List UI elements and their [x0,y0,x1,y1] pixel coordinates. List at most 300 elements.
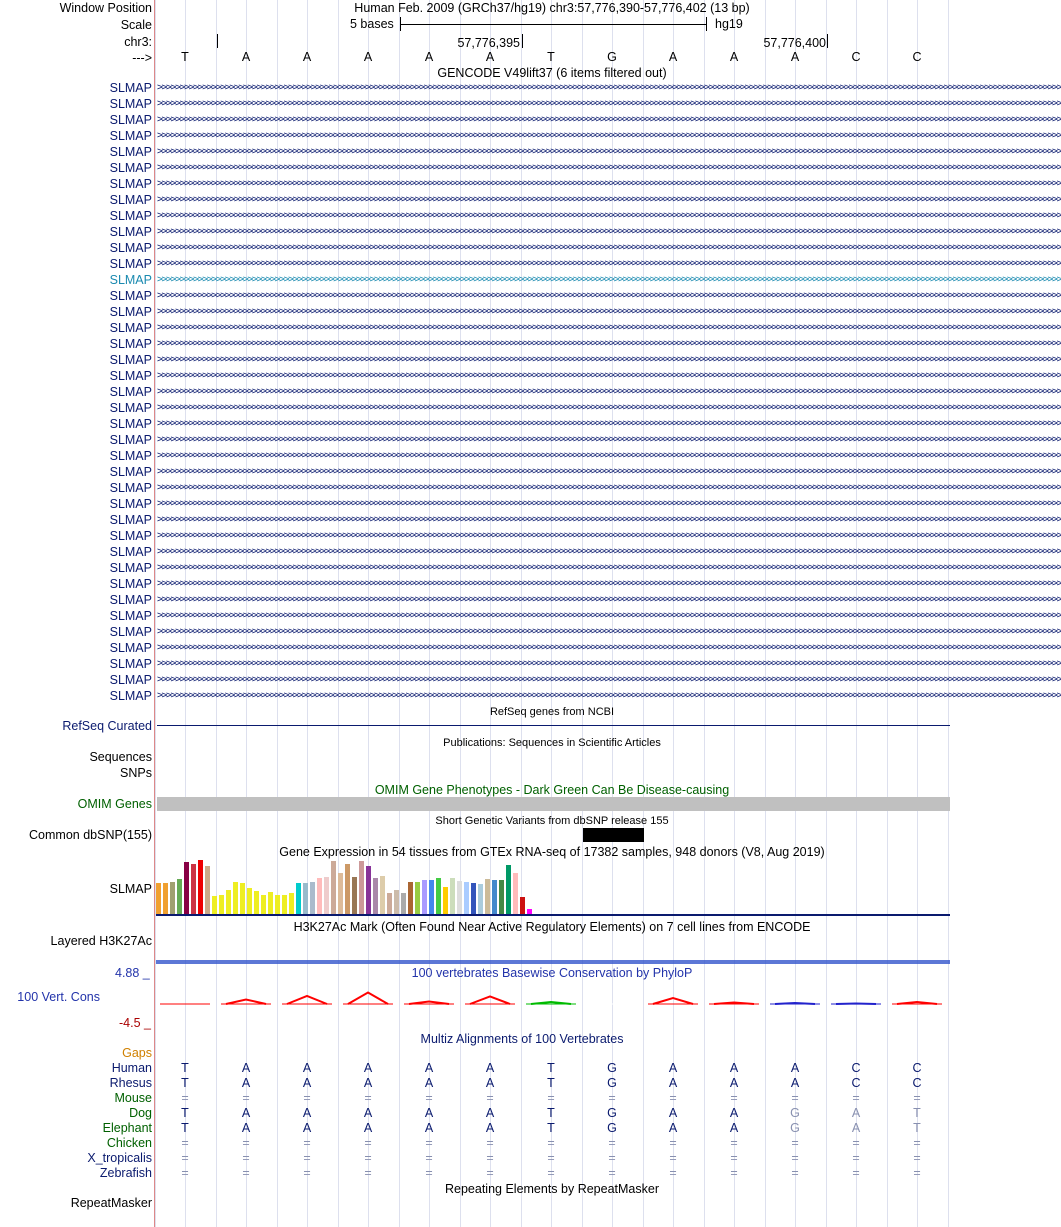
gtex-baseline [156,914,950,916]
gencode-transcript-line[interactable]: >>>>>>>>>>>>>>>>>>>>>>>>>>>>>>>>>>>>>>>>>>>>>>>>>>>>>>>>>>>>>>>>>>>>>>>>>>>>>>>>>>>>>>>>>>>>>>>>>>>>>>>>>>>>>>>>>>>>>>>>>>>>>>>>>>>>>>>>>>>>>>>>>>>>>>>>>>>>>>>>>>>>>>>>>>>>>>>>>>>>>>>>>>>>>>>>>>>>>>>> [157,242,1061,253]
window-position-label: Window Position [59,1,152,15]
multiz-species-label[interactable]: Zebrafish [99,1166,152,1180]
multiz-base: A [363,1106,373,1120]
multiz-base: = [486,1136,494,1150]
gencode-transcript-label[interactable]: SLMAP [109,577,152,591]
multiz-base: A [485,1106,495,1120]
base-letter: A [729,50,739,64]
multiz-base: A [851,1106,861,1120]
multiz-base: = [364,1136,372,1150]
multiz-base: = [608,1166,616,1180]
multiz-base: = [303,1136,311,1150]
gencode-transcript-line[interactable]: >>>>>>>>>>>>>>>>>>>>>>>>>>>>>>>>>>>>>>>>>>>>>>>>>>>>>>>>>>>>>>>>>>>>>>>>>>>>>>>>>>>>>>>>>>>>>>>>>>>>>>>>>>>>>>>>>>>>>>>>>>>>>>>>>>>>>>>>>>>>>>>>>>>>>>>>>>>>>>>>>>>>>>>>>>>>>>>>>>>>>>>>>>>>>>>>>>>>>>>> [157,546,1061,557]
multiz-base: A [241,1121,251,1135]
gtex-tissue-bar[interactable] [450,878,455,914]
gencode-transcript-line[interactable]: >>>>>>>>>>>>>>>>>>>>>>>>>>>>>>>>>>>>>>>>>>>>>>>>>>>>>>>>>>>>>>>>>>>>>>>>>>>>>>>>>>>>>>>>>>>>>>>>>>>>>>>>>>>>>>>>>>>>>>>>>>>>>>>>>>>>>>>>>>>>>>>>>>>>>>>>>>>>>>>>>>>>>>>>>>>>>>>>>>>>>>>>>>>>>>>>>>>>>>>> [157,402,1061,413]
multiz-base: A [302,1121,312,1135]
gencode-transcript-label[interactable]: SLMAP [109,369,152,383]
gencode-transcript-label[interactable]: SLMAP [109,449,152,463]
pos-label-1: 57,776,395 [457,36,520,50]
gencode-transcript-label[interactable]: SLMAP [109,161,152,175]
multiz-base: = [181,1166,189,1180]
phylop-score-mark[interactable] [226,1000,266,1005]
gencode-transcript-line[interactable]: >>>>>>>>>>>>>>>>>>>>>>>>>>>>>>>>>>>>>>>>>>>>>>>>>>>>>>>>>>>>>>>>>>>>>>>>>>>>>>>>>>>>>>>>>>>>>>>>>>>>>>>>>>>>>>>>>>>>>>>>>>>>>>>>>>>>>>>>>>>>>>>>>>>>>>>>>>>>>>>>>>>>>>>>>>>>>>>>>>>>>>>>>>>>>>>>>>>>>>>> [157,130,1061,141]
multiz-base: A [790,1076,800,1090]
multiz-base: A [302,1106,312,1120]
scale-bar-left-tick [400,17,401,31]
gtex-tissue-bar[interactable] [457,881,462,914]
gtex-tissue-bar[interactable] [226,890,231,914]
scale-text: 5 bases [350,17,394,31]
multiz-base: = [425,1151,433,1165]
gtex-tissue-bar[interactable] [324,877,329,914]
multiz-base: = [486,1151,494,1165]
gencode-transcript-line[interactable]: >>>>>>>>>>>>>>>>>>>>>>>>>>>>>>>>>>>>>>>>>>>>>>>>>>>>>>>>>>>>>>>>>>>>>>>>>>>>>>>>>>>>>>>>>>>>>>>>>>>>>>>>>>>>>>>>>>>>>>>>>>>>>>>>>>>>>>>>>>>>>>>>>>>>>>>>>>>>>>>>>>>>>>>>>>>>>>>>>>>>>>>>>>>>>>>>>>>>>>>> [157,610,1061,621]
multiz-base: = [486,1091,494,1105]
multiz-base: A [485,1061,495,1075]
multiz-base: = [669,1136,677,1150]
multiz-base: A [790,1061,800,1075]
refseq-label[interactable]: RefSeq Curated [62,719,152,733]
multiz-base: = [669,1166,677,1180]
gencode-transcript-line[interactable]: >>>>>>>>>>>>>>>>>>>>>>>>>>>>>>>>>>>>>>>>>>>>>>>>>>>>>>>>>>>>>>>>>>>>>>>>>>>>>>>>>>>>>>>>>>>>>>>>>>>>>>>>>>>>>>>>>>>>>>>>>>>>>>>>>>>>>>>>>>>>>>>>>>>>>>>>>>>>>>>>>>>>>>>>>>>>>>>>>>>>>>>>>>>>>>>>>>>>>>>> [157,370,1061,381]
multiz-base: A [485,1121,495,1135]
multiz-species-label[interactable]: X_tropicalis [87,1151,152,1165]
multiz-base: = [730,1136,738,1150]
omim-title[interactable]: OMIM Gene Phenotypes - Dark Green Can Be Disease-causing [374,783,730,797]
gencode-transcript-label[interactable]: SLMAP [109,497,152,511]
multiz-species-label[interactable]: Human [111,1061,152,1075]
gencode-transcript-line[interactable]: >>>>>>>>>>>>>>>>>>>>>>>>>>>>>>>>>>>>>>>>>>>>>>>>>>>>>>>>>>>>>>>>>>>>>>>>>>>>>>>>>>>>>>>>>>>>>>>>>>>>>>>>>>>>>>>>>>>>>>>>>>>>>>>>>>>>>>>>>>>>>>>>>>>>>>>>>>>>>>>>>>>>>>>>>>>>>>>>>>>>>>>>>>>>>>>>>>>>>>>> [157,450,1061,461]
publications-title[interactable]: Publications: Sequences in Scientific Articles [443,737,661,749]
multiz-base: T [547,1076,555,1090]
gtex-tissue-bar[interactable] [520,897,525,914]
gencode-transcript-label[interactable]: SLMAP [109,625,152,639]
gencode-transcript-line[interactable]: >>>>>>>>>>>>>>>>>>>>>>>>>>>>>>>>>>>>>>>>>>>>>>>>>>>>>>>>>>>>>>>>>>>>>>>>>>>>>>>>>>>>>>>>>>>>>>>>>>>>>>>>>>>>>>>>>>>>>>>>>>>>>>>>>>>>>>>>>>>>>>>>>>>>>>>>>>>>>>>>>>>>>>>>>>>>>>>>>>>>>>>>>>>>>>>>>>>>>>>> [157,322,1061,333]
multiz-base: = [181,1136,189,1150]
multiz-base: G [607,1106,617,1120]
gtex-tissue-bar[interactable] [177,879,182,914]
gencode-transcript-label[interactable]: SLMAP [109,513,152,527]
multiz-base: A [485,1076,495,1090]
gencode-transcript-line[interactable]: >>>>>>>>>>>>>>>>>>>>>>>>>>>>>>>>>>>>>>>>>>>>>>>>>>>>>>>>>>>>>>>>>>>>>>>>>>>>>>>>>>>>>>>>>>>>>>>>>>>>>>>>>>>>>>>>>>>>>>>>>>>>>>>>>>>>>>>>>>>>>>>>>>>>>>>>>>>>>>>>>>>>>>>>>>>>>>>>>>>>>>>>>>>>>>>>>>>>>>>> [157,258,1061,269]
gencode-transcript-label[interactable]: SLMAP [109,145,152,159]
multiz-base: = [364,1166,372,1180]
gencode-transcript-label[interactable]: SLMAP [109,337,152,351]
multiz-base: = [730,1166,738,1180]
multiz-base: C [851,1061,861,1075]
gtex-tissue-bar[interactable] [345,864,350,914]
gencode-transcript-line[interactable]: >>>>>>>>>>>>>>>>>>>>>>>>>>>>>>>>>>>>>>>>>>>>>>>>>>>>>>>>>>>>>>>>>>>>>>>>>>>>>>>>>>>>>>>>>>>>>>>>>>>>>>>>>>>>>>>>>>>>>>>>>>>>>>>>>>>>>>>>>>>>>>>>>>>>>>>>>>>>>>>>>>>>>>>>>>>>>>>>>>>>>>>>>>>>>>>>>>>>>>>> [157,642,1061,653]
gencode-transcript-label[interactable]: SLMAP [109,385,152,399]
base-letter: T [547,50,555,64]
multiz-base: G [790,1106,800,1120]
multiz-base: C [912,1061,922,1075]
multiz-base: T [547,1061,555,1075]
gtex-tissue-bar[interactable] [513,873,518,914]
gencode-transcript-label[interactable]: SLMAP [109,401,152,415]
multiz-base: = [852,1136,860,1150]
gencode-transcript-line[interactable]: >>>>>>>>>>>>>>>>>>>>>>>>>>>>>>>>>>>>>>>>>>>>>>>>>>>>>>>>>>>>>>>>>>>>>>>>>>>>>>>>>>>>>>>>>>>>>>>>>>>>>>>>>>>>>>>>>>>>>>>>>>>>>>>>>>>>>>>>>>>>>>>>>>>>>>>>>>>>>>>>>>>>>>>>>>>>>>>>>>>>>>>>>>>>>>>>>>>>>>>> [157,434,1061,445]
chrom-label: chr3: [124,35,152,49]
gtex-tissue-bar[interactable] [380,876,385,914]
gtex-tissue-bar[interactable] [233,882,238,914]
multiz-base: A [668,1121,678,1135]
gencode-transcript-label[interactable]: SLMAP [109,417,152,431]
gencode-transcript-label[interactable]: SLMAP [109,689,152,703]
gencode-transcript-line[interactable]: >>>>>>>>>>>>>>>>>>>>>>>>>>>>>>>>>>>>>>>>>>>>>>>>>>>>>>>>>>>>>>>>>>>>>>>>>>>>>>>>>>>>>>>>>>>>>>>>>>>>>>>>>>>>>>>>>>>>>>>>>>>>>>>>>>>>>>>>>>>>>>>>>>>>>>>>>>>>>>>>>>>>>>>>>>>>>>>>>>>>>>>>>>>>>>>>>>>>>>>> [157,338,1061,349]
gencode-transcript-label[interactable]: SLMAP [109,529,152,543]
gencode-transcript-line[interactable]: >>>>>>>>>>>>>>>>>>>>>>>>>>>>>>>>>>>>>>>>>>>>>>>>>>>>>>>>>>>>>>>>>>>>>>>>>>>>>>>>>>>>>>>>>>>>>>>>>>>>>>>>>>>>>>>>>>>>>>>>>>>>>>>>>>>>>>>>>>>>>>>>>>>>>>>>>>>>>>>>>>>>>>>>>>>>>>>>>>>>>>>>>>>>>>>>>>>>>>>> [157,578,1061,589]
multiz-base: = [303,1091,311,1105]
multiz-base: = [913,1151,921,1165]
gencode-transcript-line[interactable]: >>>>>>>>>>>>>>>>>>>>>>>>>>>>>>>>>>>>>>>>>>>>>>>>>>>>>>>>>>>>>>>>>>>>>>>>>>>>>>>>>>>>>>>>>>>>>>>>>>>>>>>>>>>>>>>>>>>>>>>>>>>>>>>>>>>>>>>>>>>>>>>>>>>>>>>>>>>>>>>>>>>>>>>>>>>>>>>>>>>>>>>>>>>>>>>>>>>>>>>> [157,210,1061,221]
base-letter: A [424,50,434,64]
gtex-tissue-bar[interactable] [499,880,504,914]
gtex-tissue-bar[interactable] [492,880,497,914]
gencode-transcript-line[interactable]: >>>>>>>>>>>>>>>>>>>>>>>>>>>>>>>>>>>>>>>>>>>>>>>>>>>>>>>>>>>>>>>>>>>>>>>>>>>>>>>>>>>>>>>>>>>>>>>>>>>>>>>>>>>>>>>>>>>>>>>>>>>>>>>>>>>>>>>>>>>>>>>>>>>>>>>>>>>>>>>>>>>>>>>>>>>>>>>>>>>>>>>>>>>>>>>>>>>>>>>> [157,418,1061,429]
repeatmasker-title[interactable]: Repeating Elements by RepeatMasker [444,1182,660,1196]
gencode-transcript-line[interactable]: >>>>>>>>>>>>>>>>>>>>>>>>>>>>>>>>>>>>>>>>>>>>>>>>>>>>>>>>>>>>>>>>>>>>>>>>>>>>>>>>>>>>>>>>>>>>>>>>>>>>>>>>>>>>>>>>>>>>>>>>>>>>>>>>>>>>>>>>>>>>>>>>>>>>>>>>>>>>>>>>>>>>>>>>>>>>>>>>>>>>>>>>>>>>>>>>>>>>>>>> [157,146,1061,157]
multiz-base: = [852,1091,860,1105]
multiz-base: T [913,1106,921,1120]
gtex-tissue-bar[interactable] [422,880,427,914]
phylop-score-mark[interactable] [470,997,510,1005]
gencode-transcript-label[interactable]: SLMAP [109,97,152,111]
dbsnp-feature[interactable] [583,828,644,842]
gtex-bar-graph[interactable] [156,860,536,914]
multiz-base: A [668,1061,678,1075]
h3k27ac-title[interactable]: H3K27Ac Mark (Often Found Near Active Regulatory Elements) on 7 cell lines from ENCODE [293,920,811,934]
gencode-transcript-line[interactable]: >>>>>>>>>>>>>>>>>>>>>>>>>>>>>>>>>>>>>>>>>>>>>>>>>>>>>>>>>>>>>>>>>>>>>>>>>>>>>>>>>>>>>>>>>>>>>>>>>>>>>>>>>>>>>>>>>>>>>>>>>>>>>>>>>>>>>>>>>>>>>>>>>>>>>>>>>>>>>>>>>>>>>>>>>>>>>>>>>>>>>>>>>>>>>>>>>>>>>>>> [157,290,1061,301]
multiz-base: T [547,1106,555,1120]
gencode-transcript-label[interactable]: SLMAP [109,321,152,335]
gencode-transcript-line[interactable]: >>>>>>>>>>>>>>>>>>>>>>>>>>>>>>>>>>>>>>>>>>>>>>>>>>>>>>>>>>>>>>>>>>>>>>>>>>>>>>>>>>>>>>>>>>>>>>>>>>>>>>>>>>>>>>>>>>>>>>>>>>>>>>>>>>>>>>>>>>>>>>>>>>>>>>>>>>>>>>>>>>>>>>>>>>>>>>>>>>>>>>>>>>>>>>>>>>>>>>>> [157,466,1061,477]
multiz-base: = [791,1136,799,1150]
gencode-transcript-label[interactable]: SLMAP [109,673,152,687]
scale-label: Scale [120,18,152,32]
multiz-base: = [791,1091,799,1105]
multiz-base: = [242,1136,250,1150]
multiz-base: A [363,1121,373,1135]
gtex-tissue-bar[interactable] [282,895,287,914]
gtex-tissue-bar[interactable] [268,892,273,914]
gencode-transcript-line[interactable]: >>>>>>>>>>>>>>>>>>>>>>>>>>>>>>>>>>>>>>>>>>>>>>>>>>>>>>>>>>>>>>>>>>>>>>>>>>>>>>>>>>>>>>>>>>>>>>>>>>>>>>>>>>>>>>>>>>>>>>>>>>>>>>>>>>>>>>>>>>>>>>>>>>>>>>>>>>>>>>>>>>>>>>>>>>>>>>>>>>>>>>>>>>>>>>>>>>>>>>>> [157,274,1061,285]
gtex-tissue-bar[interactable] [275,895,280,914]
h3k27ac-label[interactable]: Layered H3K27Ac [50,934,152,948]
gencode-transcript-label[interactable]: SLMAP [109,81,152,95]
gencode-transcript-line[interactable]: >>>>>>>>>>>>>>>>>>>>>>>>>>>>>>>>>>>>>>>>>>>>>>>>>>>>>>>>>>>>>>>>>>>>>>>>>>>>>>>>>>>>>>>>>>>>>>>>>>>>>>>>>>>>>>>>>>>>>>>>>>>>>>>>>>>>>>>>>>>>>>>>>>>>>>>>>>>>>>>>>>>>>>>>>>>>>>>>>>>>>>>>>>>>>>>>>>>>>>>> [157,594,1061,605]
multiz-base: A [729,1106,739,1120]
base-letter: A [241,50,251,64]
gtex-tissue-bar[interactable] [156,883,161,914]
multiz-base: A [302,1061,312,1075]
gencode-transcript-label[interactable]: SLMAP [109,129,152,143]
multiz-base: = [547,1091,555,1105]
multiz-base: G [790,1121,800,1135]
multiz-base: = [364,1091,372,1105]
multiz-base: = [242,1091,250,1105]
gtex-tissue-bar[interactable] [352,877,357,914]
gencode-transcript-line[interactable]: >>>>>>>>>>>>>>>>>>>>>>>>>>>>>>>>>>>>>>>>>>>>>>>>>>>>>>>>>>>>>>>>>>>>>>>>>>>>>>>>>>>>>>>>>>>>>>>>>>>>>>>>>>>>>>>>>>>>>>>>>>>>>>>>>>>>>>>>>>>>>>>>>>>>>>>>>>>>>>>>>>>>>>>>>>>>>>>>>>>>>>>>>>>>>>>>>>>>>>>> [157,514,1061,525]
h3k27ac-baseline [156,960,950,964]
phylop-score-mark[interactable] [775,1003,815,1004]
multiz-species-label[interactable]: Chicken [106,1136,152,1150]
multiz-base: = [913,1136,921,1150]
gencode-transcript-label[interactable]: SLMAP [109,465,152,479]
gtex-tissue-bar[interactable] [247,888,252,914]
gtex-tissue-bar[interactable] [478,884,483,914]
omim-feature[interactable] [157,797,950,811]
multiz-base: T [913,1121,921,1135]
gencode-transcript-label[interactable]: SLMAP [109,481,152,495]
multiz-base: G [607,1061,617,1075]
multiz-base: T [181,1061,189,1075]
gencode-transcript-label[interactable]: SLMAP [109,241,152,255]
multiz-base: = [852,1151,860,1165]
gtex-tissue-bar[interactable] [464,882,469,914]
multiz-base: A [729,1061,739,1075]
window-position-text: Human Feb. 2009 (GRCh37/hg19) chr3:57,776,390-57,776,402 (13 bp) [354,1,750,15]
multiz-base: A [729,1076,739,1090]
gtex-tissue-bar[interactable] [317,878,322,914]
gtex-tissue-bar[interactable] [387,893,392,914]
gencode-transcript-label[interactable]: SLMAP [109,209,152,223]
multiz-species-label[interactable]: Dog [129,1106,152,1120]
gtex-tissue-bar[interactable] [205,866,210,914]
multiz-base: = [303,1151,311,1165]
multiz-base: A [241,1076,251,1090]
multiz-base: A [424,1106,434,1120]
multiz-base: = [608,1091,616,1105]
gencode-transcript-label[interactable]: SLMAP [109,433,152,447]
dbsnp-label[interactable]: Common dbSNP(155) [29,828,152,842]
gtex-tissue-bar[interactable] [443,887,448,914]
gtex-tissue-bar[interactable] [170,882,175,914]
phylop-score-mark[interactable] [287,996,327,1004]
gencode-transcript-label[interactable]: SLMAP [109,113,152,127]
gencode-transcript-line[interactable]: >>>>>>>>>>>>>>>>>>>>>>>>>>>>>>>>>>>>>>>>>>>>>>>>>>>>>>>>>>>>>>>>>>>>>>>>>>>>>>>>>>>>>>>>>>>>>>>>>>>>>>>>>>>>>>>>>>>>>>>>>>>>>>>>>>>>>>>>>>>>>>>>>>>>>>>>>>>>>>>>>>>>>>>>>>>>>>>>>>>>>>>>>>>>>>>>>>>>>>>> [157,162,1061,173]
gtex-tissue-bar[interactable] [359,861,364,914]
gencode-transcript-label[interactable]: SLMAP [109,193,152,207]
phylop-score-mark[interactable] [653,998,693,1004]
gtex-tissue-bar[interactable] [254,891,259,914]
gencode-transcript-line[interactable]: >>>>>>>>>>>>>>>>>>>>>>>>>>>>>>>>>>>>>>>>>>>>>>>>>>>>>>>>>>>>>>>>>>>>>>>>>>>>>>>>>>>>>>>>>>>>>>>>>>>>>>>>>>>>>>>>>>>>>>>>>>>>>>>>>>>>>>>>>>>>>>>>>>>>>>>>>>>>>>>>>>>>>>>>>>>>>>>>>>>>>>>>>>>>>>>>>>>>>>>> [157,178,1061,189]
gtex-label[interactable]: SLMAP [109,882,152,896]
gtex-tissue-bar[interactable] [303,883,308,914]
multiz-base: A [851,1121,861,1135]
gtex-tissue-bar[interactable] [415,882,420,914]
gencode-transcript-line[interactable]: >>>>>>>>>>>>>>>>>>>>>>>>>>>>>>>>>>>>>>>>>>>>>>>>>>>>>>>>>>>>>>>>>>>>>>>>>>>>>>>>>>>>>>>>>>>>>>>>>>>>>>>>>>>>>>>>>>>>>>>>>>>>>>>>>>>>>>>>>>>>>>>>>>>>>>>>>>>>>>>>>>>>>>>>>>>>>>>>>>>>>>>>>>>>>>>>>>>>>>>> [157,386,1061,397]
gencode-transcript-line[interactable]: >>>>>>>>>>>>>>>>>>>>>>>>>>>>>>>>>>>>>>>>>>>>>>>>>>>>>>>>>>>>>>>>>>>>>>>>>>>>>>>>>>>>>>>>>>>>>>>>>>>>>>>>>>>>>>>>>>>>>>>>>>>>>>>>>>>>>>>>>>>>>>>>>>>>>>>>>>>>>>>>>>>>>>>>>>>>>>>>>>>>>>>>>>>>>>>>>>>>>>>> [157,674,1061,685]
gencode-transcript-line[interactable]: >>>>>>>>>>>>>>>>>>>>>>>>>>>>>>>>>>>>>>>>>>>>>>>>>>>>>>>>>>>>>>>>>>>>>>>>>>>>>>>>>>>>>>>>>>>>>>>>>>>>>>>>>>>>>>>>>>>>>>>>>>>>>>>>>>>>>>>>>>>>>>>>>>>>>>>>>>>>>>>>>>>>>>>>>>>>>>>>>>>>>>>>>>>>>>>>>>>>>>>> [157,114,1061,125]
gencode-transcript-line[interactable]: >>>>>>>>>>>>>>>>>>>>>>>>>>>>>>>>>>>>>>>>>>>>>>>>>>>>>>>>>>>>>>>>>>>>>>>>>>>>>>>>>>>>>>>>>>>>>>>>>>>>>>>>>>>>>>>>>>>>>>>>>>>>>>>>>>>>>>>>>>>>>>>>>>>>>>>>>>>>>>>>>>>>>>>>>>>>>>>>>>>>>>>>>>>>>>>>>>>>>>>> [157,82,1061,93]
gencode-transcript-label[interactable]: SLMAP [109,289,152,303]
base-letter: A [485,50,495,64]
multiz-base: = [242,1166,250,1180]
gencode-transcript-label[interactable]: SLMAP [109,177,152,191]
phylop-score-mark[interactable] [836,1004,876,1005]
refseq-title[interactable]: RefSeq genes from NCBI [489,706,615,718]
base-letter: C [912,50,922,64]
gtex-tissue-bar[interactable] [401,893,406,914]
multiz-base: = [608,1136,616,1150]
gencode-transcript-label[interactable]: SLMAP [109,257,152,271]
multiz-base: A [241,1061,251,1075]
multiz-base: = [181,1091,189,1105]
gencode-transcript-line[interactable]: >>>>>>>>>>>>>>>>>>>>>>>>>>>>>>>>>>>>>>>>>>>>>>>>>>>>>>>>>>>>>>>>>>>>>>>>>>>>>>>>>>>>>>>>>>>>>>>>>>>>>>>>>>>>>>>>>>>>>>>>>>>>>>>>>>>>>>>>>>>>>>>>>>>>>>>>>>>>>>>>>>>>>>>>>>>>>>>>>>>>>>>>>>>>>>>>>>>>>>>> [157,658,1061,669]
gencode-transcript-label[interactable]: SLMAP [109,305,152,319]
gtex-tissue-bar[interactable] [198,860,203,914]
multiz-base: = [425,1091,433,1105]
gtex-tissue-bar[interactable] [485,879,490,914]
multiz-base: = [425,1136,433,1150]
strand-label: ---> [132,51,152,65]
gtex-tissue-bar[interactable] [261,895,266,914]
multiz-title[interactable]: Multiz Alignments of 100 Vertebrates [420,1032,624,1046]
gencode-transcript-label[interactable]: SLMAP [109,225,152,239]
gtex-tissue-bar[interactable] [436,878,441,914]
base-letter: C [851,50,861,64]
multiz-base: = [669,1151,677,1165]
base-letter: A [302,50,312,64]
omim-label[interactable]: OMIM Genes [77,797,152,811]
gencode-transcript-line[interactable]: >>>>>>>>>>>>>>>>>>>>>>>>>>>>>>>>>>>>>>>>>>>>>>>>>>>>>>>>>>>>>>>>>>>>>>>>>>>>>>>>>>>>>>>>>>>>>>>>>>>>>>>>>>>>>>>>>>>>>>>>>>>>>>>>>>>>>>>>>>>>>>>>>>>>>>>>>>>>>>>>>>>>>>>>>>>>>>>>>>>>>>>>>>>>>>>>>>>>>>>> [157,562,1061,573]
multiz-species-label[interactable]: Mouse [114,1091,152,1105]
phylop-score-mark[interactable] [348,993,388,1005]
multiz-species-label[interactable]: Elephant [102,1121,152,1135]
gtex-tissue-bar[interactable] [296,883,301,914]
phylop-graph[interactable] [155,984,950,1014]
multiz-base: A [668,1076,678,1090]
gencode-transcript-line[interactable]: >>>>>>>>>>>>>>>>>>>>>>>>>>>>>>>>>>>>>>>>>>>>>>>>>>>>>>>>>>>>>>>>>>>>>>>>>>>>>>>>>>>>>>>>>>>>>>>>>>>>>>>>>>>>>>>>>>>>>>>>>>>>>>>>>>>>>>>>>>>>>>>>>>>>>>>>>>>>>>>>>>>>>>>>>>>>>>>>>>>>>>>>>>>>>>>>>>>>>>>> [157,690,1061,701]
multiz-base: C [912,1076,922,1090]
gtex-tissue-bar[interactable] [338,873,343,914]
multiz-base: = [486,1166,494,1180]
gencode-transcript-label[interactable]: SLMAP [109,353,152,367]
multiz-base: = [303,1166,311,1180]
gencode-transcript-label[interactable]: SLMAP [109,657,152,671]
multiz-base: = [730,1151,738,1165]
multiz-gaps-label[interactable]: Gaps [122,1046,152,1060]
phylop-label[interactable]: 100 Vert. Cons [17,990,100,1004]
pos-tick-2 [827,34,828,48]
gtex-tissue-bar[interactable] [373,878,378,914]
base-letter: A [668,50,678,64]
base-letter: A [363,50,373,64]
gtex-tissue-bar[interactable] [366,866,371,914]
gencode-transcript-line[interactable]: >>>>>>>>>>>>>>>>>>>>>>>>>>>>>>>>>>>>>>>>>>>>>>>>>>>>>>>>>>>>>>>>>>>>>>>>>>>>>>>>>>>>>>>>>>>>>>>>>>>>>>>>>>>>>>>>>>>>>>>>>>>>>>>>>>>>>>>>>>>>>>>>>>>>>>>>>>>>>>>>>>>>>>>>>>>>>>>>>>>>>>>>>>>>>>>>>>>>>>>> [157,354,1061,365]
label-gutter-divider [154,0,155,1227]
gtex-tissue-bar[interactable] [394,890,399,914]
pos-tick-1 [522,34,523,48]
gencode-transcript-line[interactable]: >>>>>>>>>>>>>>>>>>>>>>>>>>>>>>>>>>>>>>>>>>>>>>>>>>>>>>>>>>>>>>>>>>>>>>>>>>>>>>>>>>>>>>>>>>>>>>>>>>>>>>>>>>>>>>>>>>>>>>>>>>>>>>>>>>>>>>>>>>>>>>>>>>>>>>>>>>>>>>>>>>>>>>>>>>>>>>>>>>>>>>>>>>>>>>>>>>>>>>>> [157,498,1061,509]
gencode-transcript-label[interactable]: SLMAP [109,561,152,575]
multiz-base: A [729,1121,739,1135]
repeatmasker-label[interactable]: RepeatMasker [70,1196,152,1210]
gencode-transcript-line[interactable]: >>>>>>>>>>>>>>>>>>>>>>>>>>>>>>>>>>>>>>>>>>>>>>>>>>>>>>>>>>>>>>>>>>>>>>>>>>>>>>>>>>>>>>>>>>>>>>>>>>>>>>>>>>>>>>>>>>>>>>>>>>>>>>>>>>>>>>>>>>>>>>>>>>>>>>>>>>>>>>>>>>>>>>>>>>>>>>>>>>>>>>>>>>>>>>>>>>>>>>>> [157,98,1061,109]
multiz-base: = [913,1091,921,1105]
multiz-base: T [181,1106,189,1120]
phylop-title[interactable]: 100 vertebrates Basewise Conservation by PhyloP [411,966,693,980]
gtex-tissue-bar[interactable] [429,880,434,914]
gencode-transcript-line[interactable]: >>>>>>>>>>>>>>>>>>>>>>>>>>>>>>>>>>>>>>>>>>>>>>>>>>>>>>>>>>>>>>>>>>>>>>>>>>>>>>>>>>>>>>>>>>>>>>>>>>>>>>>>>>>>>>>>>>>>>>>>>>>>>>>>>>>>>>>>>>>>>>>>>>>>>>>>>>>>>>>>>>>>>>>>>>>>>>>>>>>>>>>>>>>>>>>>>>>>>>>> [157,306,1061,317]
multiz-base: A [424,1121,434,1135]
multiz-base: G [607,1076,617,1090]
multiz-base: = [242,1151,250,1165]
refseq-line[interactable] [157,725,950,726]
multiz-base: T [547,1121,555,1135]
gtex-tissue-bar[interactable] [240,883,245,914]
multiz-base: = [547,1136,555,1150]
pos-label-2: 57,776,400 [763,36,826,50]
multiz-species-label[interactable]: Rhesus [109,1076,152,1090]
multiz-base: = [425,1166,433,1180]
gencode-title[interactable]: GENCODE V49lift37 (6 items filtered out) [437,66,667,80]
multiz-base: C [851,1076,861,1090]
gencode-transcript-label[interactable]: SLMAP [109,641,152,655]
multiz-base: A [302,1076,312,1090]
multiz-base: = [608,1151,616,1165]
scale-bar-right-tick [706,17,707,31]
gtex-tissue-bar[interactable] [506,865,511,914]
gtex-tissue-bar[interactable] [310,882,315,914]
multiz-base: A [668,1106,678,1120]
gencode-transcript-line[interactable]: >>>>>>>>>>>>>>>>>>>>>>>>>>>>>>>>>>>>>>>>>>>>>>>>>>>>>>>>>>>>>>>>>>>>>>>>>>>>>>>>>>>>>>>>>>>>>>>>>>>>>>>>>>>>>>>>>>>>>>>>>>>>>>>>>>>>>>>>>>>>>>>>>>>>>>>>>>>>>>>>>>>>>>>>>>>>>>>>>>>>>>>>>>>>>>>>>>>>>>>> [157,482,1061,493]
multiz-base: T [181,1121,189,1135]
base-letter: A [790,50,800,64]
gtex-tissue-bar[interactable] [212,896,217,914]
gtex-tissue-bar[interactable] [184,862,189,914]
base-letter: T [181,50,189,64]
gencode-transcript-label[interactable]: SLMAP [109,273,152,287]
gtex-tissue-bar[interactable] [471,883,476,914]
gtex-tissue-bar[interactable] [289,893,294,914]
gtex-tissue-bar[interactable] [219,895,224,914]
multiz-base: A [424,1061,434,1075]
multiz-base: = [913,1166,921,1180]
phylop-ymax: 4.88 _ [115,966,150,980]
gencode-transcript-label[interactable]: SLMAP [109,609,152,623]
dbsnp-title[interactable]: Short Genetic Variants from dbSNP release 155 [435,815,669,827]
multiz-base: T [181,1076,189,1090]
gencode-transcript-line[interactable]: >>>>>>>>>>>>>>>>>>>>>>>>>>>>>>>>>>>>>>>>>>>>>>>>>>>>>>>>>>>>>>>>>>>>>>>>>>>>>>>>>>>>>>>>>>>>>>>>>>>>>>>>>>>>>>>>>>>>>>>>>>>>>>>>>>>>>>>>>>>>>>>>>>>>>>>>>>>>>>>>>>>>>>>>>>>>>>>>>>>>>>>>>>>>>>>>>>>>>>>> [157,194,1061,205]
scale-assembly: hg19 [715,17,743,31]
publications-label-sequences[interactable]: Sequences [89,750,152,764]
multiz-base: A [363,1061,373,1075]
phylop-ymin: -4.5 _ [119,1016,151,1030]
gtex-title[interactable]: Gene Expression in 54 tissues from GTEx RNA-seq of 17382 samples, 948 donors (V8, Aug 2019) [279,845,825,859]
gtex-tissue-bar[interactable] [408,882,413,914]
gtex-tissue-bar[interactable] [163,883,168,914]
gencode-transcript-line[interactable]: >>>>>>>>>>>>>>>>>>>>>>>>>>>>>>>>>>>>>>>>>>>>>>>>>>>>>>>>>>>>>>>>>>>>>>>>>>>>>>>>>>>>>>>>>>>>>>>>>>>>>>>>>>>>>>>>>>>>>>>>>>>>>>>>>>>>>>>>>>>>>>>>>>>>>>>>>>>>>>>>>>>>>>>>>>>>>>>>>>>>>>>>>>>>>>>>>>>>>>>> [157,626,1061,637]
multiz-base: = [547,1151,555,1165]
gencode-transcript-label[interactable]: SLMAP [109,593,152,607]
gtex-tissue-bar[interactable] [191,864,196,914]
multiz-base: A [241,1106,251,1120]
multiz-base: A [363,1076,373,1090]
publications-label-snps[interactable]: SNPs [120,766,152,780]
multiz-base: G [607,1121,617,1135]
gencode-transcript-line[interactable]: >>>>>>>>>>>>>>>>>>>>>>>>>>>>>>>>>>>>>>>>>>>>>>>>>>>>>>>>>>>>>>>>>>>>>>>>>>>>>>>>>>>>>>>>>>>>>>>>>>>>>>>>>>>>>>>>>>>>>>>>>>>>>>>>>>>>>>>>>>>>>>>>>>>>>>>>>>>>>>>>>>>>>>>>>>>>>>>>>>>>>>>>>>>>>>>>>>>>>>>> [157,226,1061,237]
multiz-base: A [424,1076,434,1090]
gtex-tissue-bar[interactable] [331,861,336,914]
multiz-base: = [791,1166,799,1180]
multiz-base: = [364,1151,372,1165]
scale-bar [400,24,706,25]
gencode-transcript-line[interactable]: >>>>>>>>>>>>>>>>>>>>>>>>>>>>>>>>>>>>>>>>>>>>>>>>>>>>>>>>>>>>>>>>>>>>>>>>>>>>>>>>>>>>>>>>>>>>>>>>>>>>>>>>>>>>>>>>>>>>>>>>>>>>>>>>>>>>>>>>>>>>>>>>>>>>>>>>>>>>>>>>>>>>>>>>>>>>>>>>>>>>>>>>>>>>>>>>>>>>>>>> [157,530,1061,541]
gencode-transcript-label[interactable]: SLMAP [109,545,152,559]
